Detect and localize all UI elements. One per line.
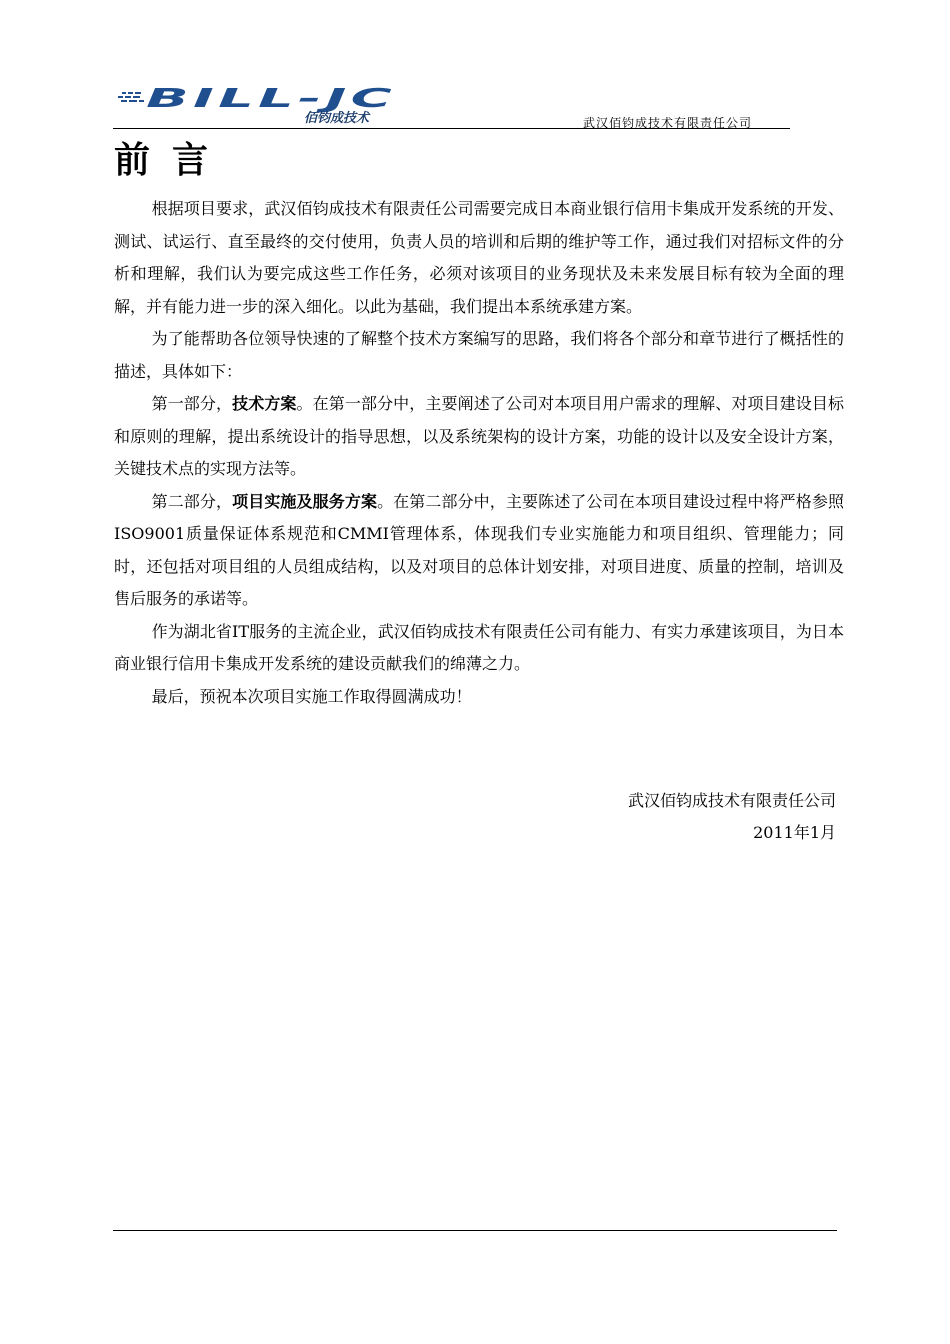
paragraph <box>114 486 844 616</box>
paragraph <box>114 681 844 714</box>
footer-divider <box>113 1230 837 1231</box>
preface-body <box>114 193 844 713</box>
paragraph <box>114 388 844 486</box>
signature-block <box>628 785 836 849</box>
paragraph-text: 为了能帮助各位领导快速的了解整个技术方案编写的思路，我们将各个部分和章节进行了概括性的描述，具体如下： <box>114 329 844 381</box>
bold-heading-text: 项目实施及服务方案 <box>232 491 378 511</box>
signature-date: 2011年1月 <box>753 823 836 842</box>
company-logo <box>118 82 408 126</box>
paragraph-text: 第一部分， <box>151 394 233 413</box>
signature-company: 武汉佰钧成技术有限责任公司 <box>627 791 836 810</box>
bold-heading-text: 技术方案 <box>232 394 297 413</box>
paragraph-text: 作为湖北省IT服务的主流企业，武汉佰钧成技术有限责任公司有能力、有实力承建该项目，为日本商业银行信用卡集成开发系统的建设贡献我们的绵薄之力。 <box>114 621 844 673</box>
header-company-name: 武汉佰钧成技术有限责任公司 <box>583 116 753 130</box>
header-divider <box>113 128 790 129</box>
paragraph <box>114 616 844 681</box>
paragraph-text: 最后，预祝本次项目实施工作取得圆满成功！ <box>151 686 472 706</box>
paragraph-text: 。在第二部分中，主要陈述了公司在本项目建设过程中将严格参照ISO9001质量保证体系规范和CMMI管理体系，体现我们专业实施能力和项目组织、管理能力；同时，还包括对项目组的人员组成结构，以及对项目的总体计划安排，对项目进度、质量的控制，培训及售后服务的承诺等。 <box>114 491 844 608</box>
paragraph-text: 。在第一部分中，主要阐述了公司对本项目用户需求的理解、对项目建设目标和原则的理解，提出系统设计的指导思想，以及系统架构的设计方案，功能的设计以及安全设计方案，关键技术点的实现方法等。 <box>114 394 844 478</box>
paragraph-text: 第二部分， <box>151 491 233 511</box>
paragraph <box>114 193 844 323</box>
logo-subtitle: 佰钧成技术 <box>304 111 370 126</box>
logo-wordmark: BILL-JC <box>146 84 396 114</box>
page-title: 前言 <box>114 139 231 181</box>
paragraph <box>114 323 844 388</box>
paragraph-text: 根据项目要求，武汉佰钧成技术有限责任公司需要完成日本商业银行信用卡集成开发系统的开发、测试、试运行、直至最终的交付使用，负责人员的培训和后期的维护等工作，通过我们对招标文件的分析和理解，我们认为要完成这些工作任务，必须对该项目的业务现状及未来发展目标有较为全面的理解，并有能力进一步的深入细化。以此为基础，我们提出本系统承建方案。 <box>114 199 844 316</box>
